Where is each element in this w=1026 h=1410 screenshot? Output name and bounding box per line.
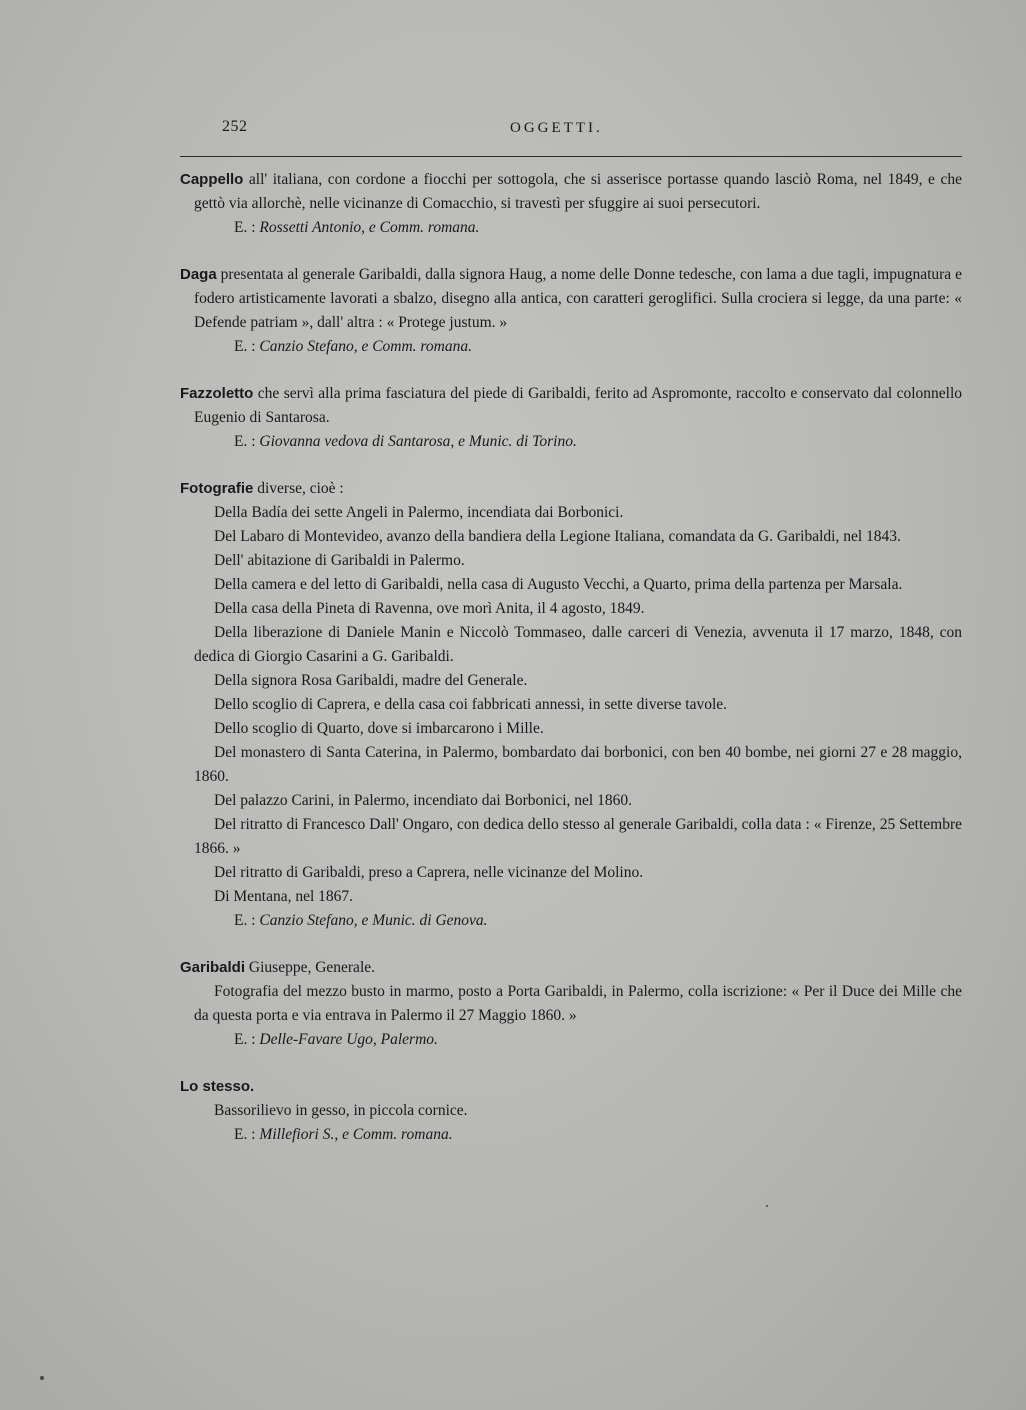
paper-speck <box>40 1376 44 1380</box>
photo-item: Del monastero di Santa Caterina, in Palermo, bombardato dai borbonici, con ben 40 bombe, nei giorni 27 e 28 maggio, 1860. <box>194 744 962 785</box>
photo-item: Dello scoglio di Caprera, e della casa coi fabbricati annessi, in sette diverse tavole. <box>214 696 728 713</box>
entry-cappello <box>180 168 962 240</box>
exhibitor-source: Giovanna vedova di Santarosa, e Munic. di Torino. <box>259 433 577 450</box>
entry-paragraph <box>180 382 962 430</box>
photo-item: Del ritratto di Francesco Dall' Ongaro, con dedica dello stesso al generale Garibaldi, colla data : « Firenze, 25 Settembre 1866. » <box>194 816 962 857</box>
photo-item: Della camera e del letto di Garibaldi, nella casa di Augusto Vecchi, a Quarto, prima della partenza per Marsala. <box>214 576 903 593</box>
page-number: 252 <box>222 118 248 135</box>
exhibitor-prefix: E. : <box>234 1031 260 1048</box>
exhibitor-source: Millefiori S., e Comm. romana. <box>259 1126 453 1143</box>
exhibitor-source: Canzio Stefano, e Munic. di Genova. <box>259 912 488 929</box>
entry-paragraph <box>180 168 962 216</box>
exhibitor-source: Canzio Stefano, e Comm. romana. <box>259 338 472 355</box>
entry-text: presentata al generale Garibaldi, dalla signora Haug, a nome delle Donne tedesche, con lama a due tagli, impugnatura e fodero artisticamente lavorati a sbalzo, disegno alla antica, con caratteri geroglifici. Sulla crociera si legge, da una parte: « Defende patriam », dall' altra : « Protege justum. » <box>194 266 962 331</box>
exhibitor-prefix: E. : <box>234 433 260 450</box>
entry-headword: Cappello <box>180 171 244 188</box>
entry-headword: Garibaldi <box>180 959 246 976</box>
entry-paragraph <box>180 263 962 335</box>
paper-speck <box>766 1205 768 1207</box>
exhibitor-line <box>180 1028 962 1052</box>
entry-daga <box>180 263 962 359</box>
photo-item: Della Badía dei sette Angeli in Palermo, incendiata dai Borbonici. <box>214 504 624 521</box>
entry-lo-stesso <box>180 1075 962 1147</box>
entry-description-block <box>180 980 962 1028</box>
entry-description-block <box>180 1099 962 1123</box>
photo-item: Del Labaro di Montevideo, avanzo della bandiera della Legione Italiana, comandata da G. Garibaldi, nel 1843. <box>214 528 901 545</box>
entry-text: Giuseppe, Generale. <box>245 959 376 976</box>
exhibitor-prefix: E. : <box>234 912 260 929</box>
entry-headword: Fotografie <box>180 480 254 497</box>
entry-text: diverse, cioè : <box>253 480 344 497</box>
entry-headword: Fazzoletto <box>180 385 254 402</box>
entry-headword: Daga <box>180 266 217 283</box>
entry-headword: Lo stesso. <box>180 1078 255 1095</box>
entry-fotografie <box>180 477 962 933</box>
entry-garibaldi <box>180 956 962 1052</box>
entry-text: all' italiana, con cordone a fiocchi per sottogola, che si asserisce portasse quando lasciò Roma, nel 1849, e che gettò via allorchè, nelle vicinanze di Comacchio, si travestì per sfuggire ai suoi persecutori. <box>194 171 962 212</box>
photo-item: Dello scoglio di Quarto, dove si imbarcarono i Mille. <box>214 720 544 737</box>
photo-item: Della signora Rosa Garibaldi, madre del Generale. <box>214 672 528 689</box>
exhibitor-source: Rossetti Antonio, e Comm. romana. <box>259 219 480 236</box>
entry-text: che servì alla prima fasciatura del piede di Garibaldi, ferito ad Aspromonte, raccolto e conservato dal colonnello Eugenio di Santarosa. <box>194 385 962 426</box>
photo-item: Dell' abitazione di Garibaldi in Palermo. <box>214 552 465 569</box>
entry-description: Fotografia del mezzo busto in marmo, posto a Porta Garibaldi, in Palermo, colla iscrizione: « Per il Duce dei Mille che da questa porta e via entrava in Palermo il 27 Maggio 1860. » <box>194 983 962 1024</box>
entry-paragraph <box>180 477 962 501</box>
photo-item: Della casa della Pineta di Ravenna, ove morì Anita, il 4 agosto, 1849. <box>214 600 645 617</box>
photo-item: Di Mentana, nel 1867. <box>214 888 354 905</box>
photo-item: Del ritratto di Garibaldi, preso a Caprera, nelle vicinanze del Molino. <box>214 864 644 881</box>
exhibitor-prefix: E. : <box>234 338 260 355</box>
photo-item: Del palazzo Carini, in Palermo, incendiato dai Borbonici, nel 1860. <box>214 792 632 809</box>
photo-list <box>180 501 962 909</box>
exhibitor-line <box>180 216 962 240</box>
exhibitor-prefix: E. : <box>234 219 260 236</box>
exhibitor-source: Delle-Favare Ugo, Palermo. <box>259 1031 438 1048</box>
page-content <box>180 168 962 1170</box>
exhibitor-line <box>180 909 962 933</box>
exhibitor-line <box>180 1123 962 1147</box>
running-head <box>222 118 962 144</box>
entry-paragraph <box>180 956 962 980</box>
photo-item: Della liberazione di Daniele Manin e Niccolò Tommaseo, dalle carceri di Venezia, avvenuta il 17 marzo, 1848, con dedica di Giorgio Casarini a G. Garibaldi. <box>194 624 962 665</box>
header-rule <box>180 156 962 157</box>
exhibitor-line <box>180 430 962 454</box>
exhibitor-line <box>180 335 962 359</box>
entry-description: Bassorilievo in gesso, in piccola cornice. <box>214 1102 468 1119</box>
section-title: OGGETTI. <box>510 120 603 136</box>
entry-fazzoletto <box>180 382 962 454</box>
exhibitor-prefix: E. : <box>234 1126 260 1143</box>
entry-paragraph <box>180 1075 962 1099</box>
